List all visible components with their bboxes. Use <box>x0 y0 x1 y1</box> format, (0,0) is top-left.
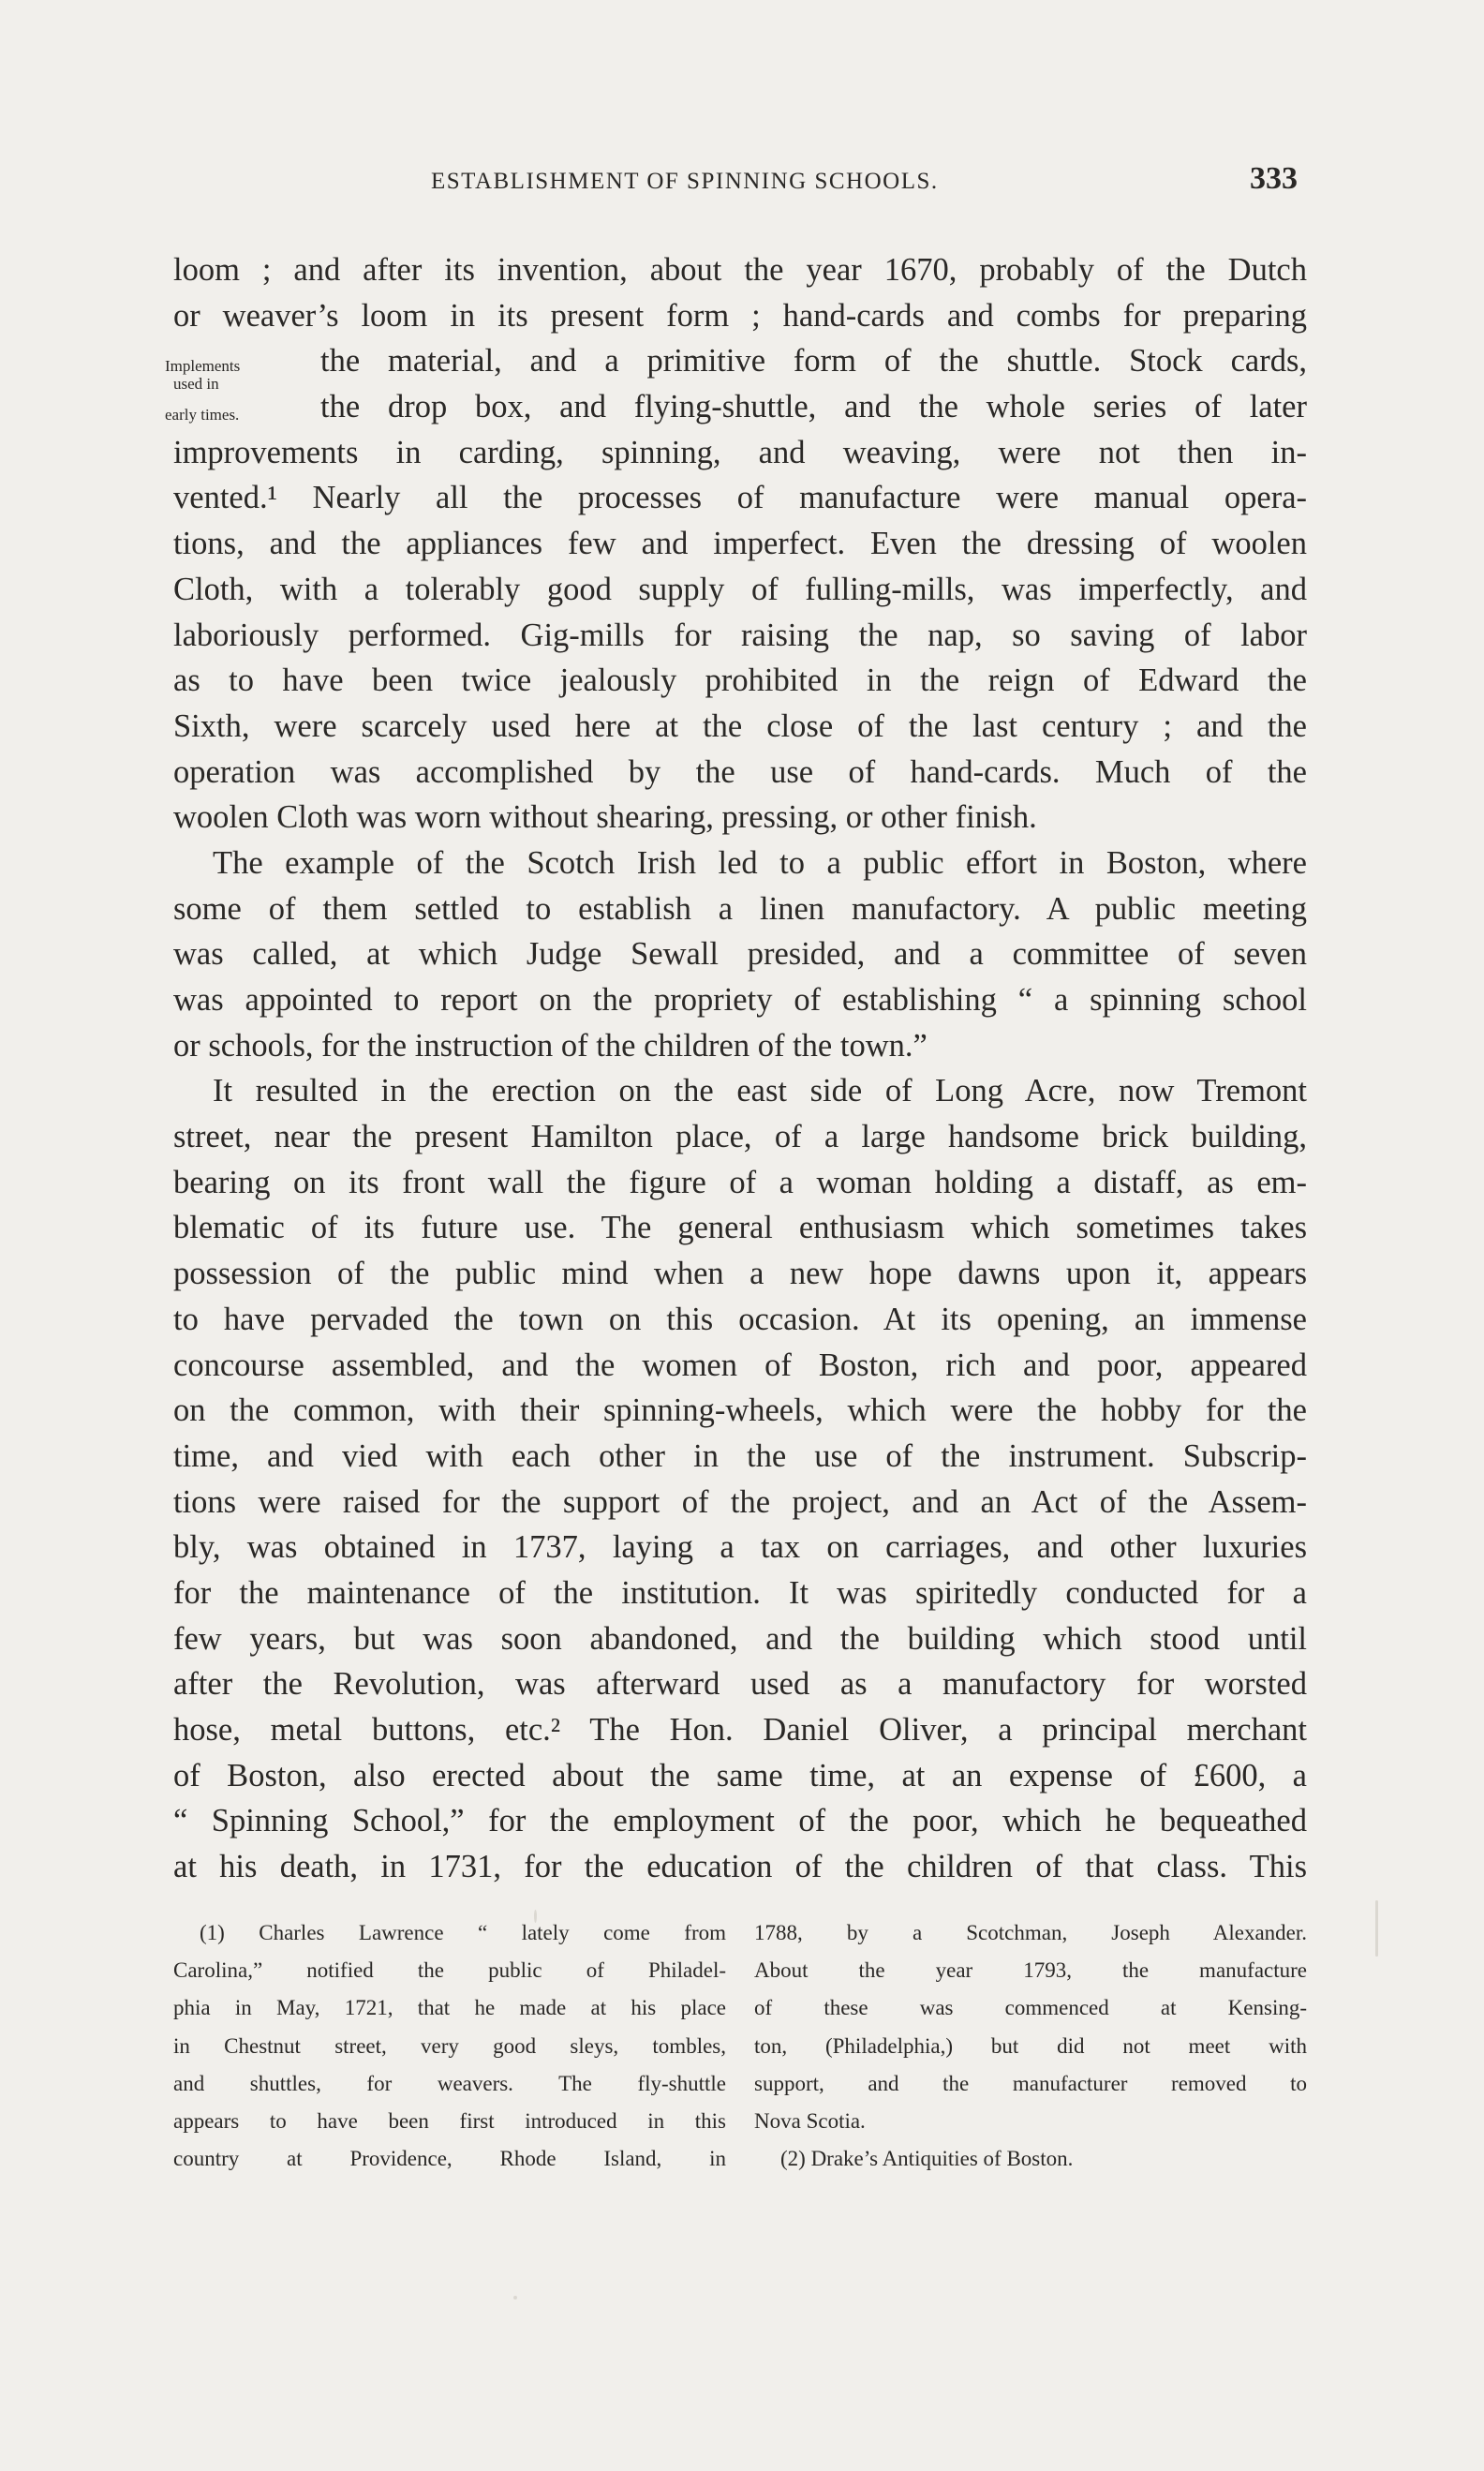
body-line: as to have been twice jealously prohibited in the reign of Edward the <box>173 662 1307 699</box>
body-line: woolen Cloth was worn without shearing, pressing, or other finish. <box>173 799 1037 836</box>
marginal-note-line-1: Implements <box>165 357 241 375</box>
body-line: few years, but was soon abandoned, and the building which stood until <box>173 1620 1307 1657</box>
body-line: hose, metal buttons, etc.² The Hon. Daniel Oliver, a principal merchant <box>173 1712 1307 1748</box>
footnote-line: (1) Charles Lawrence “ lately come from <box>200 1921 726 1944</box>
body-line: Sixth, were scarcely used here at the close of the last century ; and the <box>173 707 1307 744</box>
footnote-line: of these was commenced at Kensing- <box>754 1996 1307 2020</box>
footnote-line: ton, (Philadelphia,) but did not meet with <box>754 2033 1307 2058</box>
body-line: Cloth, with a tolerably good supply of fulling-mills, was imperfectly, and <box>173 571 1307 607</box>
body-line: laboriously performed. Gig-mills for raising the nap, so saving of labor <box>173 617 1307 653</box>
body-line: possession of the public mind when a new hope dawns upon it, appears <box>173 1256 1307 1292</box>
body-line: at his death, in 1731, for the education of the children of that class. This <box>173 1849 1307 1885</box>
footnote-line: in Chestnut street, very good sleys, tombles, <box>173 2033 726 2058</box>
footnote-column-left <box>173 1914 726 2178</box>
body-line: It resulted in the erection on the east side of Long Acre, now Tremont <box>213 1073 1307 1109</box>
body-line: was called, at which Judge Sewall presided, and a committee of seven <box>173 936 1307 973</box>
body-text <box>173 247 1307 1890</box>
marginal-note-line-2: used in <box>173 375 219 393</box>
footnote-line: country at Providence, Rhode Island, in <box>173 2147 726 2171</box>
footnote-column-right <box>754 1914 1307 2178</box>
body-line: “ Spinning School,” for the employment of the poor, which he bequeathed <box>173 1803 1307 1839</box>
body-line: for the maintenance of the institution. It was spiritedly conducted for a <box>173 1574 1307 1611</box>
body-line: was appointed to report on the propriety of establishing “ a spinning school <box>173 982 1307 1018</box>
footnote-line: phia in May, 1721, that he made at his place <box>173 1996 726 2020</box>
body-line: vented.¹ Nearly all the processes of manufacture were manual opera- <box>173 480 1307 516</box>
paper-mark <box>1375 1900 1378 1957</box>
footnote-line: (2) Drake’s Antiquities of Boston. <box>780 2147 1074 2171</box>
footnote-line: About the year 1793, the manufacture <box>754 1958 1307 1983</box>
footnote-line: 1788, by a Scotchman, Joseph Alexander. <box>754 1921 1307 1944</box>
body-line: of Boston, also erected about the same time, at an expense of £600, a <box>173 1757 1307 1794</box>
body-line: loom ; and after its invention, about the year 1670, probably of the Dutch <box>173 252 1307 288</box>
page-number: 333 <box>1250 161 1298 196</box>
body-line: concourse assembled, and the women of Boston, rich and poor, appeared <box>173 1347 1307 1383</box>
body-line: to have pervaded the town on this occasion. At its opening, an immense <box>173 1301 1307 1337</box>
running-title: ESTABLISHMENT OF SPINNING SCHOOLS. <box>431 169 939 194</box>
body-line: the material, and a primitive form of the shuttle. Stock cards, <box>320 343 1307 380</box>
paper-mark <box>513 2296 517 2300</box>
body-line: improvements in carding, spinning, and weaving, were not then in- <box>173 434 1307 470</box>
body-line: bearing on its front wall the figure of a woman holding a distaff, as em- <box>173 1164 1307 1200</box>
footnote-line: Carolina,” notified the public of Philadel- <box>173 1958 726 1983</box>
paper-mark <box>534 1910 537 1923</box>
page-header <box>173 161 1298 204</box>
footnote-line: support, and the manufacturer removed to <box>754 2071 1307 2095</box>
body-line: or weaver’s loom in its present form ; hand-cards and combs for preparing <box>173 297 1307 334</box>
body-line: The example of the Scotch Irish led to a public effort in Boston, where <box>213 844 1307 881</box>
body-line: operation was accomplished by the use of hand-cards. Much of the <box>173 753 1307 790</box>
body-line: or schools, for the instruction of the children of the town.” <box>173 1027 928 1064</box>
footnotes <box>173 1914 1307 2196</box>
body-line: some of them settled to establish a linen manufactory. A public meeting <box>173 890 1307 927</box>
body-line: on the common, with their spinning-wheels, which were the hobby for the <box>173 1392 1307 1429</box>
footnote-line: Nova Scotia. <box>754 2108 866 2133</box>
body-line: the drop box, and flying-shuttle, and the whole series of later <box>320 389 1307 425</box>
footnote-line: and shuttles, for weavers. The fly-shuttle <box>173 2071 726 2095</box>
body-line: tions were raised for the support of the project, and an Act of the Assem- <box>173 1483 1307 1520</box>
marginal-note-line-3: early times. <box>165 406 240 424</box>
body-line: after the Revolution, was afterward used as a manufactory for worsted <box>173 1666 1307 1703</box>
footnote-line: appears to have been first introduced in this <box>173 2108 726 2133</box>
body-line: time, and vied with each other in the use of the instrument. Subscrip- <box>173 1437 1307 1474</box>
body-line: bly, was obtained in 1737, laying a tax on carriages, and other luxuries <box>173 1529 1307 1566</box>
body-line: tions, and the appliances few and imperfect. Even the dressing of woolen <box>173 526 1307 562</box>
body-line: blematic of its future use. The general enthusiasm which sometimes takes <box>173 1210 1307 1246</box>
body-line: street, near the present Hamilton place, of a large handsome brick building, <box>173 1119 1307 1155</box>
